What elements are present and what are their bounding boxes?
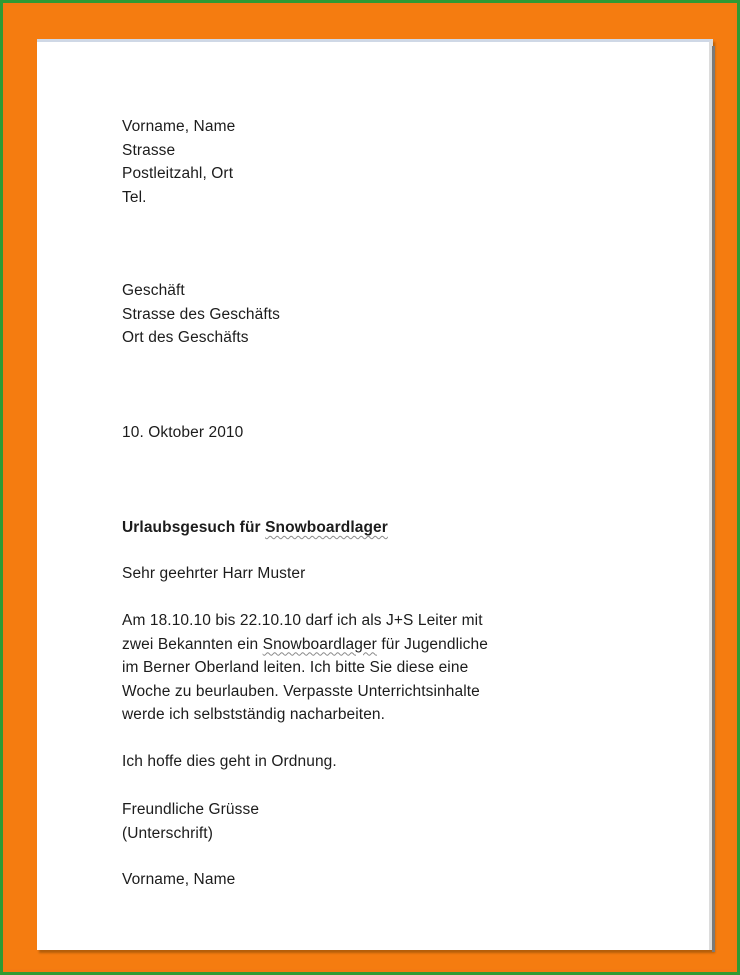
closing-line: Ich hoffe dies geht in Ordnung. (122, 753, 337, 770)
letter-subject (122, 516, 388, 540)
page-shadow-edge (712, 46, 715, 952)
recipient-block (122, 279, 280, 350)
sender-city: Postleitzahl, Ort (122, 165, 234, 182)
subject-prefix: Urlaubsgesuch für (122, 519, 266, 536)
closing-block (122, 750, 337, 774)
body-line-2-suffix: für Jugendliche (376, 635, 488, 653)
body-line-2 (122, 633, 488, 657)
recipient-street: Strasse des Geschäfts (122, 305, 281, 323)
date-block (122, 421, 243, 445)
regards-block (122, 798, 259, 845)
subject-highlight: Snowboardlager (265, 519, 388, 536)
sender-phone: Tel. (122, 188, 147, 206)
sender-block (122, 115, 235, 209)
salutation: Sehr geehrter Harr Muster (122, 565, 306, 582)
body-paragraph (122, 609, 488, 727)
sender-name: Vorname, Name (122, 118, 236, 135)
body-line-2-prefix: zwei Bekannten ein (122, 635, 263, 653)
signature-name: Vorname, Name (122, 871, 236, 888)
body-line-2-highlight: Snowboardlager (262, 635, 377, 653)
body-line-1: Am 18.10.10 bis 22.10.10 darf ich als J+S Leiter mit (122, 612, 483, 629)
signature-block (122, 868, 235, 892)
signature-note: (Unterschrift) (122, 824, 213, 842)
regards: Freundliche Grüsse (122, 801, 260, 818)
recipient-company: Geschäft (122, 282, 185, 299)
sender-street: Strasse (122, 141, 176, 159)
letter-page (37, 39, 713, 950)
letter-date: 10. Oktober 2010 (122, 424, 244, 441)
subject-block (122, 516, 388, 540)
body-line-5: werde ich selbstständig nacharbeiten. (122, 706, 386, 723)
salutation-block (122, 562, 305, 586)
recipient-city: Ort des Geschäfts (122, 329, 249, 346)
body-line-3: im Berner Oberland leiten. Ich bitte Sie diese eine (122, 659, 469, 676)
body-line-4: Woche zu beurlauben. Verpasste Unterrichtsinhalte (122, 682, 480, 700)
